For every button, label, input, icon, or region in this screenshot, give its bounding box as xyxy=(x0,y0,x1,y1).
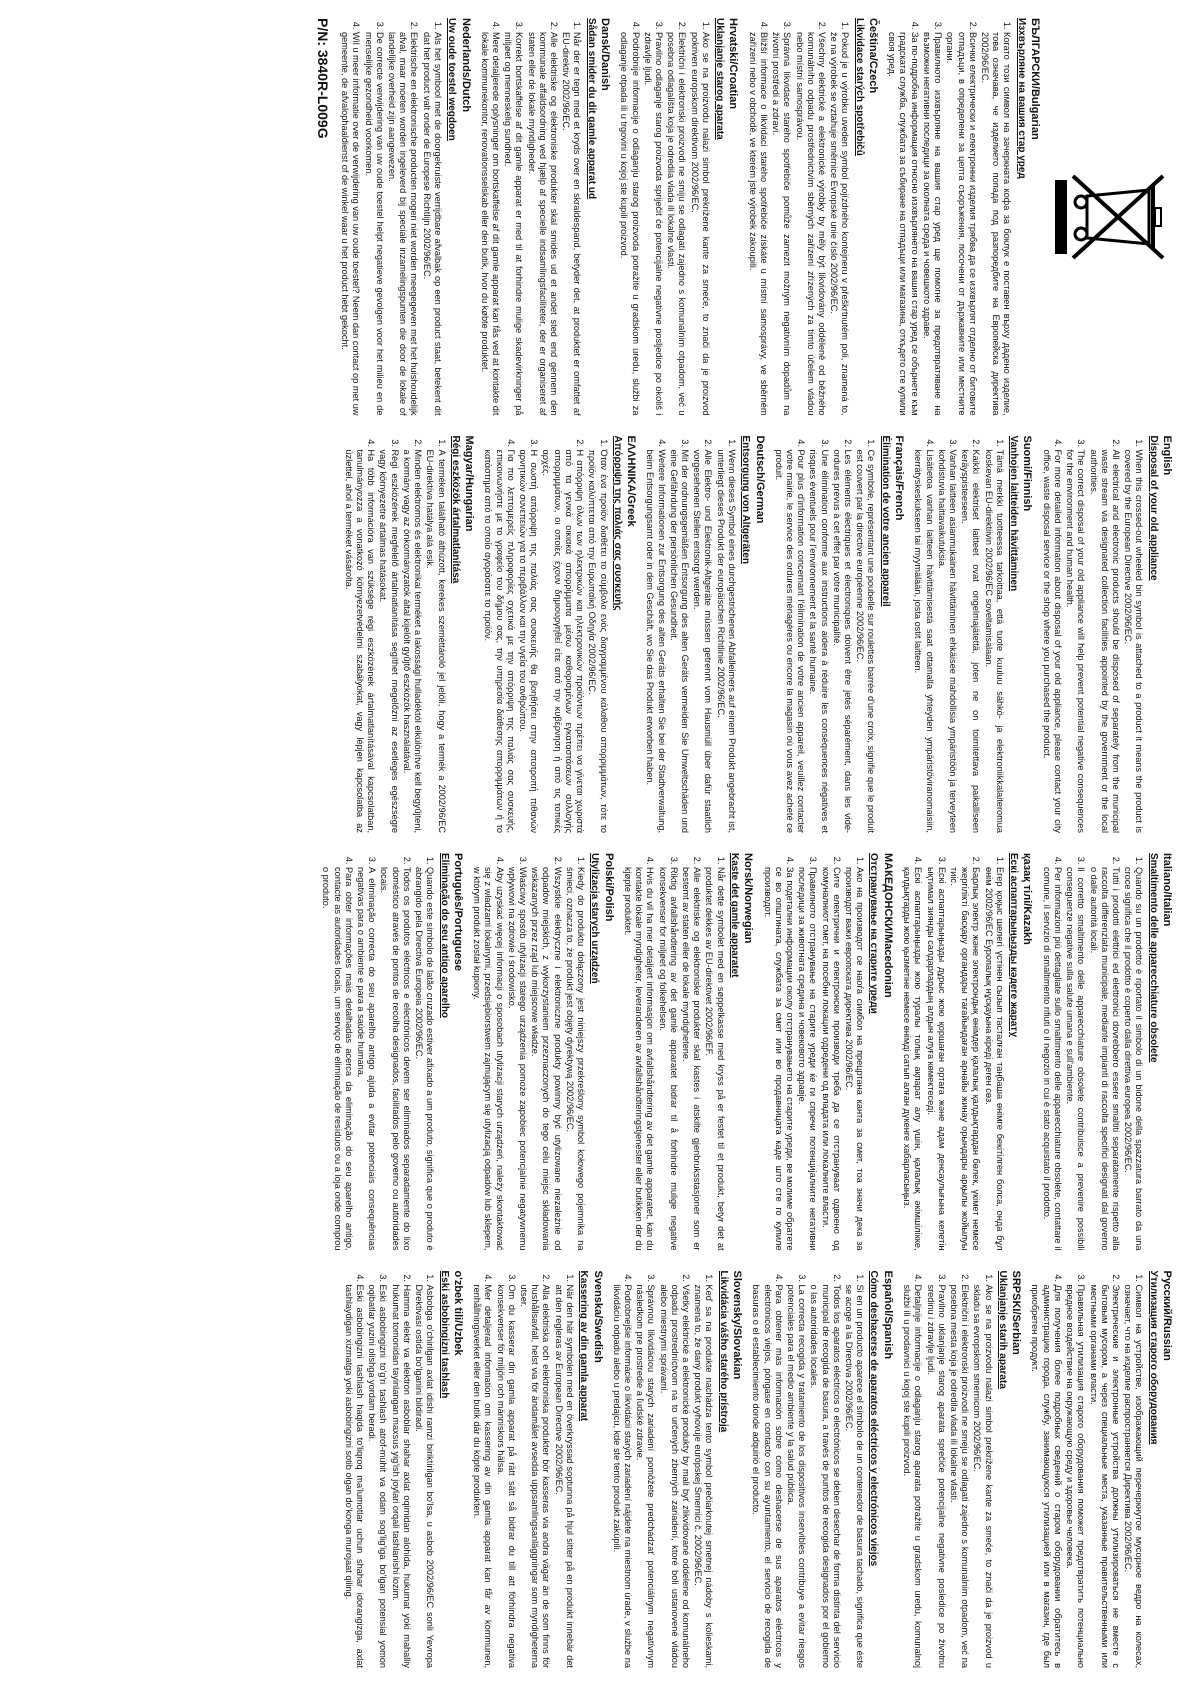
section-subtitle: Uklanjanje starog aparata xyxy=(714,18,726,140)
instruction-list xyxy=(320,853,435,1251)
instruction-item: 1. Когато този символ на зачеркната кофа за боклук е поставен върху дадено изделие, това означава, че изделието попада под разпоредбите на Европейска директива 2002/96/EC. xyxy=(979,32,1013,416)
instruction-item: 2. Alle Elektro- und Elektronik-Altgeräte müssen getrennt vom Hausmüll über dafür staatlich vorgesehenen Stellen entsorgt werden. xyxy=(691,450,713,834)
instruction-item: 3. Vanhan laitteen asianmukainen hävittäminen ehkäisee mahdollisia ympäristöön ja terveyteen kohdistuvia haittavaikutuksia. xyxy=(936,450,958,834)
instruction-item: 4. Weitere Informationen zur Entsorgung des alten Geräts erhalten Sie bei der Stadtverwaltung, beim Entsorgungsamt oder in dem Geschäft, wo Sie das Produkt erworben haben. xyxy=(644,450,666,834)
section-title: Italiano/Italian xyxy=(1161,853,1173,927)
instruction-item: 2. Tutti i prodotti elettrici ed elettronici dovrebbero essere smaltiti separatamente rispetto alla raccolta differenziata municipale, mediante impianti di raccolta specifici designati dal governo o dalle autorità locali. xyxy=(1087,867,1121,1251)
section-title: SRPSKI/Serbian xyxy=(1010,1270,1023,1355)
instruction-list xyxy=(339,18,443,416)
language-section xyxy=(746,18,879,416)
instruction-item: 3. Eski asbobingizni to'g'ri tashlash atrof-muhit va odam sog'lig'iga bo'lgan potensial yomon oqibatlar yuzini olishga yordam beradi. xyxy=(366,1285,388,1669)
instruction-item: 3. Správnou likvidáciou starých zariadení pomôžete predchádzať potenciálnym negatívnym následkom pre prostredie a ľudské zdravie. xyxy=(634,1285,656,1669)
section-subtitle: Likvidácia vášho starého prístroja xyxy=(717,1270,729,1433)
language-section xyxy=(1040,853,1173,1251)
instruction-list xyxy=(343,1271,436,1669)
instruction-item: 4. Eski asbobingizni tashlash haqida to'liqroq ma'lumotlar uchun shahar idorangizga, axlat tashlaydigan xizmatga yoki asbobingizni sotib olgan do'konga murojaat qiling. xyxy=(343,1285,365,1669)
language-section xyxy=(901,853,1034,1251)
language-section xyxy=(618,18,739,416)
instruction-item: 2. Všetky elektrické a elektronické produkty by mali byť zlikvidované oddelene od komunálneho odpadu prostredníctvom na to určených zberných zariadení, ktoré boli ustanovené vládou alebo miestnymi správami. xyxy=(657,1285,691,1669)
instruction-item: 3. Régi eszközének megfelelő ártalmatlanítása segíthet megelőzni az esetleges egészségre vagy környezetre ártalmas hatásokat. xyxy=(377,450,399,834)
section-subtitle: Изхвърляне на вашия стар уред xyxy=(1015,18,1027,179)
instruction-item: 3. Pravilno uklanjanje starog aparata sprečiće potencijalne negativne posledice po životnu sredinu i zdravlje ljudi. xyxy=(924,1285,946,1669)
instruction-item: 3. Il corretto smaltimento delle apparecchiature obsolete contribuisce a prevenire possibili conseguenze negative sulla salute umana e sull'ambiente. xyxy=(1064,867,1086,1251)
instruction-item: 2. Električni i elektronski proizvodi ne smeju se odlagati zajedno s komunalnim otpadom, već na posebna mesta koja je odredila vlada ili lokalne vlasti. xyxy=(948,1285,970,1669)
instruction-item: 4. Ескі аспаптарыңызды жою туралы толық ақпарат алу үшін, қалалық әкімшілікке, қалдықтарды жою қызметіне немесе өнімді сатып алған дүкенге хабарласыңыз. xyxy=(901,867,923,1251)
instruction-item: 4. Podrobnejšie informácie o likvidácii starých zariadení nájdete na miestnom úrade, v službe na likvidáciu odpadu alebo u predajcu, kde ste tento produkt zakúpili. xyxy=(611,1285,633,1669)
instruction-item: 4. Για πιο λεπτομερείς πληροφορίες σχετικά με την απόρριψη της παλιάς σας συσκευής, επικοινωνήστε με το γραφείο του δήμου σας, την υπηρεσία διάθεσης απορριμμάτων ή το κατάστημα από το οποίο αγοράσατε το προϊόν. xyxy=(482,450,516,834)
instruction-item: 1. Символ на устройстве, изображающий перечеркнутое мусорное ведро на колесах, означает, что на изделие распространяется Директива 2002/96/EC. xyxy=(1122,1285,1144,1669)
instruction-item: 2. Alle elektriske og elektroniske produkter skal kastes i atskilte gjenbruksstasjoner som er bestemt av staten eller de lokale myndighetene. xyxy=(680,867,702,1251)
language-section xyxy=(479,18,612,416)
instruction-item: 1. Ако на производот се наоѓа симбол на прецртана канта за смет, тоа значи дека за производот важи европската директива 2002/96/EC. xyxy=(843,867,865,1251)
language-section xyxy=(471,1271,604,1669)
language-section xyxy=(644,436,765,834)
instruction-item: 1. Pokud je u výrobku uveden symbol pojízdného kontejneru v přeškrtnutém poli, znamená to, že na výrobek se vztahuje směrnice Evropské unie číslo 2002/96/EC. xyxy=(828,32,850,416)
instruction-item: 1. Ako se na proizvodu nalazi simbol prekrižene kante za smeće, to znači da je proizvod u skladu sa evropskom smernicom 2002/96/EC. xyxy=(971,1285,993,1669)
section-subtitle: Утилизация старого оборудования xyxy=(1147,1270,1159,1445)
instruction-item: 1. Wenn dieses Symbol eines durchgestrichenen Abfalleimers auf einem Produkt angebracht ist, unterliegt dieses Produkt der europäischen Richtlinie 2002/96/EC. xyxy=(715,450,737,834)
instruction-item: 3. Правилното изхвърляне на вашия стар уред ще помогне за предотвратяване на възможни негативни последици за околната среда и човешкото здраве. xyxy=(921,32,943,416)
instruction-item: 2. Hamma elektr va elektron asboblar shahar axlat oqimidan alohida, hukumat yoki mahalliy hukumat tomonidan tayinlangan maxsus yig'ish joylari orqali tashlanishi lozim. xyxy=(390,1285,412,1669)
instruction-list xyxy=(471,1271,575,1669)
instruction-item: 2. Všechny elektrické a elektronické výrobky by měly být likvidovány odděleně od běžného komunálního odpadu prostřednictvím sběrných zařízení zřízených za tímto účelem vládou nebo místní samosprávou. xyxy=(793,32,827,416)
language-section xyxy=(622,853,755,1251)
crossed-out-wheelie-bin-icon xyxy=(1051,162,1171,272)
instruction-list xyxy=(618,18,711,416)
language-section xyxy=(482,436,637,834)
language-section xyxy=(611,1271,744,1669)
section-title: Čeština/Czech xyxy=(867,18,879,94)
instruction-item: 3. Korrekt bortskaffelse af dit gamle apparat er med til at forhindre mulige skadevirkninger på miljøet og menneskelig sundhed. xyxy=(502,32,524,416)
instruction-list xyxy=(479,18,583,416)
section-subtitle: Eliminação do seu antigo aparelho xyxy=(438,853,450,1019)
section-subtitle: Sådan smider du dit gamle apparat ud xyxy=(585,18,597,200)
column-4 xyxy=(15,1271,1175,1669)
instruction-item: 3. Właściwy sposób utylizacji starego urządzenia pomoże zapobiec potencjalnie negatywnemu wpływowi na zdrowie i środowisko. xyxy=(506,867,528,1251)
section-subtitle: Ескі аспаптарыңызды кәдеге жарату xyxy=(1008,853,1020,1038)
instruction-item: 3. Pravilno odlaganje starog proizvoda spriječit će potencijalne negativne posljedice po okoliš i zdravlje ljudi. xyxy=(642,32,664,416)
section-title: Nederlands/Dutch xyxy=(459,18,472,113)
instruction-list xyxy=(886,18,1012,416)
section-subtitle: Cómo deshacerse de aparatos eléctricos y electrónicos viejos xyxy=(868,1270,880,1567)
section-title: Svenska/Swedish xyxy=(591,1270,604,1363)
instruction-item: 1. Als het symbool met de doorgekruiste verrijdbare afvalbak op een product staat, betekent dit dat het product valt onder de Europese Richtlijn 2002/96/EC. xyxy=(421,32,443,416)
language-columns xyxy=(15,18,1175,1668)
instruction-item: 3. Η σωστή απόρριψη της παλιάς σας συσκευής θα βοηθήσει στην αποτροπή πιθανών αρνητικών συνεπειών για το περιβάλλον και την υγεία του ανθρώπου. xyxy=(517,450,539,834)
language-section xyxy=(1040,436,1173,834)
instruction-item: 2. Todos los aparatos eléctricos o electrónicos se deben desechar de forma distinta del servicio municipal de recogida de basura, a través de puntos de recogida designados por el gobierno o las autoridades locales. xyxy=(808,1285,842,1669)
instruction-item: 1. Kiedy do produktu dołączony jest niniejszy przekreślony symbol kołowego pojemnika na śmieci, oznacza to, że produkt jest objęty dyrektywą 2002/96/EC. xyxy=(564,867,586,1251)
instruction-item: 2. Wszystkie elektryczne i elektroniczne produkty powinny być utylizowane niezależnie od odpadów miejskich, z wykorzystaniem przeznaczonych do tego celu miejsc składowania wskazanych przez rząd lub miejscowe władze. xyxy=(529,867,563,1251)
instruction-item: 4. Per informazioni più dettagliate sullo smaltimento delle apparecchiature obsolete, contattare il comune, il servizio di smaltimento rifiuti o il negozio in cui è stato acquistato il prodotto. xyxy=(1040,867,1062,1251)
instruction-item: 4. Para obtener más información sobre cómo deshacerse de sus aparatos eléctricos y electrónicos viejos, póngase en contacto con su ayuntamiento, el servicio de recogida de basuras o el establecimiento donde adquirió el producto. xyxy=(750,1285,784,1669)
instruction-item: 3. Une élimination conforme aux instructions aidera à réduire les conséquences négatives et risques éventuels pour l'environnement et la santé humaine. xyxy=(807,450,829,834)
language-section xyxy=(320,853,464,1251)
instruction-list xyxy=(901,1271,994,1669)
section-title: Español/Spanish xyxy=(881,1270,894,1360)
instruction-item: 2. Kaikki elektriset laitteet ovat ongelmajätettä, joten ne on toimitettava paikalliseen keräyspisteeseen. xyxy=(959,450,981,834)
instruction-item: 3. Správná likvidace starého spotřebiče pomůže zamezit možným negativním dopadům na životní prostředí a zdraví. xyxy=(770,32,792,416)
section-title: English xyxy=(1161,435,1173,476)
instruction-item: 3. Mit der ordnungsgemäßen Entsorgung des alten Geräts vermeiden Sie Umweltschäden und eine Gefährdung der persönlichen Gesundheit. xyxy=(668,450,690,834)
instruction-item: 4. Pour plus d'information concernant l'élimination de votre ancien appareil, veuillez contacter votre mairie, le service des ordures ménagères ou encore la magasin où vous avez acheté ce produit. xyxy=(773,450,807,834)
section-subtitle: Uw oude toestel wegdoen xyxy=(446,18,458,141)
instruction-item: 2. All electrical and electronic products should be disposed of separately from the municipal waste stream via designated collection facilities appointed by the government or the local authorities. xyxy=(1087,450,1121,834)
section-subtitle: Vanhojen laitteiden hävittäminen xyxy=(1008,435,1020,592)
instruction-item: 3. Правилното отстранување на старите уреди ќе ги спречи потенцијалните негативни последици за животната средина и човековото здравје. xyxy=(796,867,818,1251)
instruction-item: 2. Сите електрични и електронски производи треба да се отстрануваат одвоено од комуналниот смет, на посебни локации одредени од владата или локалните власти. xyxy=(819,867,841,1251)
instruction-item: 4. За подетални информации околу отстранувањето на старите уреди, ве молиме обратете се во општината, службата за смет или во продавницата каде што сте го купиле производот. xyxy=(761,867,795,1251)
instruction-list xyxy=(750,1271,865,1669)
section-title: Deutsch/German xyxy=(753,435,766,524)
section-title: Slovensky/Slovakian xyxy=(731,1270,744,1380)
instruction-item: 1. Quando este símbolo de latão cruzado estiver afixado a um produto, significa que o produto é abrangido pela Directiva Europeia 2002/96/EC. xyxy=(413,867,435,1251)
instruction-item: 1. Når dette symbolet med en søppelkasse med kryss på er festet til et produkt, betyr det at produktet dekkes av EU-direktivet 2002/96/EF. xyxy=(703,867,725,1251)
instruction-item: 3. Ескі аспаптарыңызды дұрыс жою қоршаған ортаға және адам денсаулығына келетін ықтимал зиянды салдарлардың алдын алуға көмектеседі. xyxy=(924,867,946,1251)
language-section xyxy=(901,1271,1022,1669)
section-title: МАКЕДОНСКИ/Macedonian xyxy=(881,853,894,998)
instruction-item: 2. Les éléments électriques et électroniques doivent être jetés séparément, dans les vide-ordures prévus à cet effet par votre municipalité. xyxy=(831,450,853,834)
language-section xyxy=(1029,1271,1173,1669)
instruction-list xyxy=(746,18,850,416)
instruction-list xyxy=(644,436,737,834)
instruction-item: 3. The correct disposal of your old appliance will help prevent potential negative consequences for the environment and human health. xyxy=(1064,450,1086,834)
instruction-item: 2. Električni i elektronski proizvodi ne smiju se odlagati zajedno s komunalnim otpadom, već u posebna odlagališta koja je odredila vlada ili lokalne vlasti. xyxy=(665,32,687,416)
instruction-item: 4. Bližší informace o likvidaci starého spotřebiče získáte u místní samosprávy, ve sběrném zařízení nebo v obchodě, ve kterém jste výrobek zakoupili. xyxy=(746,32,768,416)
instruction-item: 4. Для получения более подробных сведений о старом оборудовании обратитесь в администрацию города, службу, занимающуюся утилизацией или в магазин, где был приобретен продукт. xyxy=(1029,1285,1063,1669)
instruction-item: 4. Hvis du vil ha mer detaljert informasjon om avfallshåndtering av det gamle apparatet, kan du kontakte lokale myndigheter, leverandøren av avfallshåndteringstjenester eller butikken der du kjøpte produktet. xyxy=(622,867,656,1251)
instruction-item: 3. A eliminação correcta do seu aparelho antigo ajuda a evitar potenciais consequências negativas para o ambiente e para a saúde humana. xyxy=(355,867,377,1251)
section-title: o'zbek tili/Uzbek xyxy=(451,1270,464,1356)
instruction-item: 3. Правильная утилизация старого оборудования поможет предотвратить потенциально вредное воздействие на окружающую среду и здоровье человека. xyxy=(1064,1285,1086,1669)
section-subtitle: Entsorgung von Altgeräten xyxy=(740,435,752,565)
instruction-item: 1. När den här symbolen med en överkryssad soptunna på hjul sitter på en produkt innebär det att den regleras av European Directive 2002/96/EC. xyxy=(553,1285,575,1669)
instruction-item: 4. За по-подробна информация относно изхвърлянето на вашия стар уред се обърнете към градската служба, службата за събиране на отпадъци или магазина, откъдето сте купили своя уред. xyxy=(886,32,920,416)
instruction-item: 1. Asbobga o'chirilgan axlat idishi ramzi biriktirilgan bo'lsa, u asbob 2002/96/EC sonli Yevropa Direktivasi ostida bo'lganini bildiradi. xyxy=(413,1285,435,1669)
instruction-item: 2. Барлық электр және электрондық өнімдер қалалық қалдықтардан бөлек, үкімет немесе жергілікті басқару органдары тағайындаған арнайы жинау орындары арқылы жойылуы тиіс. xyxy=(948,867,982,1251)
instruction-item: 2. Η απόρριψη όλων των ηλεκτρικών και ηλεκτρονικών προϊόντων πρέπει να γίνεται χωριστά από τα γενικά οικιακά απορρίμματα μέσω καθορισμένων εγκαταστάσεων συλλογής απορριμμάτων, οι οποίες έχουν δημιουργηθεί είτε από την κυβέρνηση ή από τις τοπικές αρχές. xyxy=(540,450,585,834)
instruction-item: 1. Tämä merkki tuotteessa tarkoittaa, että tuote kuuluu sähkö- ja elektroniikkalaiteromua koskevan EU-direktiivin 2002/96/EC soveltamisalaan. xyxy=(982,450,1004,834)
instruction-item: 2. Todos os produtos eléctricos e electrónicos devem ser eliminados separadamente do lixo doméstico através de pontos de recolha designados, facilitados pelo governo ou autoridades locais. xyxy=(378,867,412,1251)
instruction-item: 4. Para obter informações mais detalhadas acerca da eliminação do seu aparelho antigo, contacte as autoridades locais, um serviço de eliminação de resíduos ou a loja onde comprou o produto. xyxy=(320,867,354,1251)
section-subtitle: Kassering av din gamla apparat xyxy=(578,1270,590,1422)
instruction-list xyxy=(482,436,608,834)
instruction-item: 1. Ce symbole, représentant une poubelle sur roulettes barrée d'une croix, signifie que le produit est couvert par la directive européenne 2002/96/EC. xyxy=(854,450,876,834)
language-section xyxy=(471,853,615,1251)
instruction-item: 3. Om du kasserar din gamla apparat på rätt sätt så bidrar du till att förhindra negativa konsekvenser för miljön och människors hälsa. xyxy=(494,1285,516,1669)
instruction-item: 2. Alla elektriska och elektroniska produkter bör kasseras via andra vägar än de som finns för hushållsavfall, helst via för ändamålet avsedda uppsamlingsanläggningar som myndigheterna utser. xyxy=(518,1285,552,1669)
instruction-list xyxy=(1040,853,1144,1251)
instruction-item: 1. Quando su un prodotto è riportato il simbolo di un bidone della spazzatura barrato da una croce significa che il prodotto è coperto dalla direttiva europea 2002/96/EC. xyxy=(1122,867,1144,1251)
language-section xyxy=(886,18,1041,416)
language-section xyxy=(343,1271,464,1669)
instruction-item: 4. Aby uzyskać więcej informacji o sposobach utylizacji starych urządzeń, należy skontaktować się z władzami lokalnymi, przedsiębiorstwem zajmującym się utylizacją odpadów lub sklepem, w którym produkt został kupiony. xyxy=(471,867,505,1251)
instruction-item: 1. Når der er tegn med et kryds over en skraldespand, betyder det, at produktet er omfattet af EU-direktiv 2002/96/EC. xyxy=(560,32,582,416)
weee-logo xyxy=(1051,18,1171,416)
section-subtitle: Eski asbobingizni tashlash xyxy=(438,1270,450,1399)
instruction-list xyxy=(1029,1271,1144,1669)
language-section xyxy=(750,1271,894,1669)
instruction-item: 4. Mere detaljerede oplysninger om bortskaffelse af dit gamle apparat kan fås ved at kontakte dit lokale kommunekontor, renovationsselskab eller den butik, hvor du købte produktet. xyxy=(479,32,501,416)
instruction-item: 3. De correcte verwijdering van uw oude toestel helpt negatieve gevolgen voor het milieu en de menselijke gezondheid voorkomen. xyxy=(362,32,384,416)
language-section xyxy=(773,436,906,834)
part-number: P/N: 3840R-L009G xyxy=(314,18,331,139)
instruction-item: 4. For more detailed information about disposal of your old appliance, please contact your city office, waste disposal service or the shop where you purchased the product. xyxy=(1040,450,1062,834)
section-title: ΕΛΛΗΝΙΚΑ/Greek xyxy=(625,435,638,527)
section-subtitle: Disposal of your old appliance xyxy=(1147,435,1159,581)
instruction-item: 4. Detaljnije informacije o odlaganju starog aparata potražite u gradskom uredu, komunalnoj službi ili u prodavnici u kojoj ste kupili proizvod. xyxy=(901,1285,923,1669)
section-subtitle: Отстранување на старите уреди xyxy=(868,853,880,1014)
column-1 xyxy=(15,18,1175,416)
instruction-item: 1. Ako se na proizvodu nalazi simbol prekrižene kante za smeće, to znači da je proizvod pokriven europskom direktivom 2002/96/EC. xyxy=(688,32,710,416)
language-section xyxy=(761,853,894,1251)
section-subtitle: Kaste det gamle apparatet xyxy=(728,853,740,978)
section-subtitle: Uklanjanje starih aparata xyxy=(996,1270,1008,1389)
section-title: Hrvatski/Croatian xyxy=(727,18,740,110)
instruction-item: 2. Всички електрически и електронни изделия трябва да се изхвърлят отделно от битовите отпадъци, в определени за целта съоръжения, посочени от държавните или местните органи. xyxy=(944,32,978,416)
instruction-item: 2. Elektrische en elektronische producten mogen niet worden meegegeven met het huishoudelijk afval, maar moeten worden ingeleverd bij speciale inzamelingspunten die door de lokale of landelijke overheid zijn aangewezen. xyxy=(386,32,420,416)
instruction-item: 4. Ha több információra van szüksége régi eszközének ártalmatlanításával kapcsolatban, tanulmányozza a vonatkozó környezetvédelmi szabályokat, vagy lépjen kapcsolatba az üzlettel, ahol a terméket vásárolta. xyxy=(343,450,377,834)
section-subtitle: Régi eszközök ártalmatlanítása xyxy=(449,435,461,584)
section-title: Français/French xyxy=(893,435,906,521)
section-subtitle: Utylizacja starych urządzeń xyxy=(589,853,601,984)
section-title: Português/Portuguese xyxy=(451,853,464,971)
instruction-item: 1. Егер қоқыс шелегі үстінен сызып тасталған таңбаша өнімге бекітілген болса, онда бұл өнім 2002/96/ЕС Еуропалық нұсқауына кіреді деген сөз. xyxy=(982,867,1004,1251)
section-title: Polski/Polish xyxy=(602,853,615,922)
instruction-list xyxy=(622,853,726,1251)
instruction-list xyxy=(773,436,877,834)
instruction-list xyxy=(912,436,1005,834)
instruction-item: 4. Lisätietoa vanhan laitteen hävittämisestä saat ottamalla yhteyden ympäristöviranomaisiin, kierrätyskeskukseen tai myymälään, josta ostit laitteen. xyxy=(912,450,934,834)
section-title: Suomi/Finnish xyxy=(1021,435,1034,512)
section-subtitle: Απόρριψη της παλιάς σας συσκευής xyxy=(611,435,623,611)
section-title: БЪЛГАРСКИ/Bulgarian xyxy=(1029,18,1041,140)
instruction-item: 4. Podrobnije informacije o odlaganju starog proizvoda potražite u gradskom uredu, službi za odlaganje otpada ili u trgovini u kojoj ste kupili proizvod. xyxy=(618,32,640,416)
instruction-item: 2. Электрические и электронные устройства должны утилизироваться не вместе с бытовым мусором, а через специальные места, указанные правительственными или местными органами власти. xyxy=(1087,1285,1121,1669)
instruction-item: 1. A terméken található áthúzott, kerekes szeméttároló jel jelöli, hogy a termék a 2002/96/EC EU-direktíva hatálya alá esik. xyxy=(424,450,446,834)
instruction-list xyxy=(611,1271,715,1669)
instruction-item: 4. Mer detaljerad information om kassering av din gamla apparat kan får av kommunen, renhållningsverket eller den butik där du köpte produkten. xyxy=(471,1285,493,1669)
section-subtitle: Élimination de votre ancien appareil xyxy=(879,435,891,607)
language-section xyxy=(912,436,1033,834)
instruction-list xyxy=(901,853,1005,1251)
instruction-item: 2. Alle elektriske og elektroniske produkter skal smides ud et andet sted end gennem den kommunale affaldsordning ved hjælp af specielle indsamlingsfaciliteter, der er organiseret af staten eller de lokale myndigheder. xyxy=(525,32,559,416)
instruction-list xyxy=(471,853,586,1251)
instruction-item: 1. When this crossed-out wheeled bin symbol is attached to a product it means the product is covered by the European Directive 2002/96/EC. xyxy=(1122,450,1144,834)
language-section xyxy=(339,18,472,416)
section-subtitle: Likvidace starých spotřebičů xyxy=(853,18,865,156)
instruction-item: 2. Minden elektromos és elektronikai terméket a lakossági hulladéktól elkülönítve kell begyűjteni, a kormány vagy az önkormányzatok által kijelölt gyűjtő eszközök használatával. xyxy=(401,450,423,834)
instruction-list xyxy=(1040,436,1144,834)
section-title: Norsk/Norwegian xyxy=(742,853,755,944)
instruction-item: 1. Si en un producto aparece el símbolo de un contenedor de basura tachado, significa que éste se acoge a la Directiva 2002/96/EC. xyxy=(843,1285,865,1669)
instruction-item: 1. Όταν ένα προϊόν διαθέτει το σύμβολο ενός διαγραμμένου κάλαθου απορριμμάτων, τότε το προϊόν καλύπτεται από την Ευρωπαϊκή Οδηγία 2002/96/EC. xyxy=(586,450,608,834)
instruction-item: 3. Riktig avfallshåndtering av det gamle apparatet bidrar til å forhindre mulige negative konsekvenser for miljøet og folkehelsen. xyxy=(656,867,678,1251)
section-title: Dansk/Danish xyxy=(599,18,612,91)
column-3 xyxy=(15,853,1175,1251)
section-title: Русский/Russian xyxy=(1161,1270,1173,1361)
section-subtitle: Smaltimento delle apparecchiature obsolete xyxy=(1147,853,1159,1063)
instruction-list xyxy=(761,853,865,1251)
instruction-list xyxy=(343,436,447,834)
instruction-item: 4. Wil u meer informatie over de verwijdering van uw oude toestel? Neem dan contact op met uw gemeente, de afvalophaaldienst of de winkel waar u het product hebt gekocht. xyxy=(339,32,361,416)
instruction-item: 1. Keď sa na produkte nachádza tento symbol prečiarknutej smetnej nádoby s kolieskami, znamená to, že daný produkt vyhovuje európskej Smernici č. 2002/96/EC. xyxy=(692,1285,714,1669)
section-title: Magyar/Hungarian xyxy=(463,435,476,532)
column-2 xyxy=(15,436,1175,834)
section-title: қазақ тілі/Kazakh xyxy=(1021,853,1034,945)
language-section xyxy=(343,436,476,834)
instruction-item: 3. La correcta recogida y tratamiento de los dispositivos inservibles contribuye a evitar riesgos potenciales para el medio ambiente y la salud pública. xyxy=(785,1285,807,1669)
